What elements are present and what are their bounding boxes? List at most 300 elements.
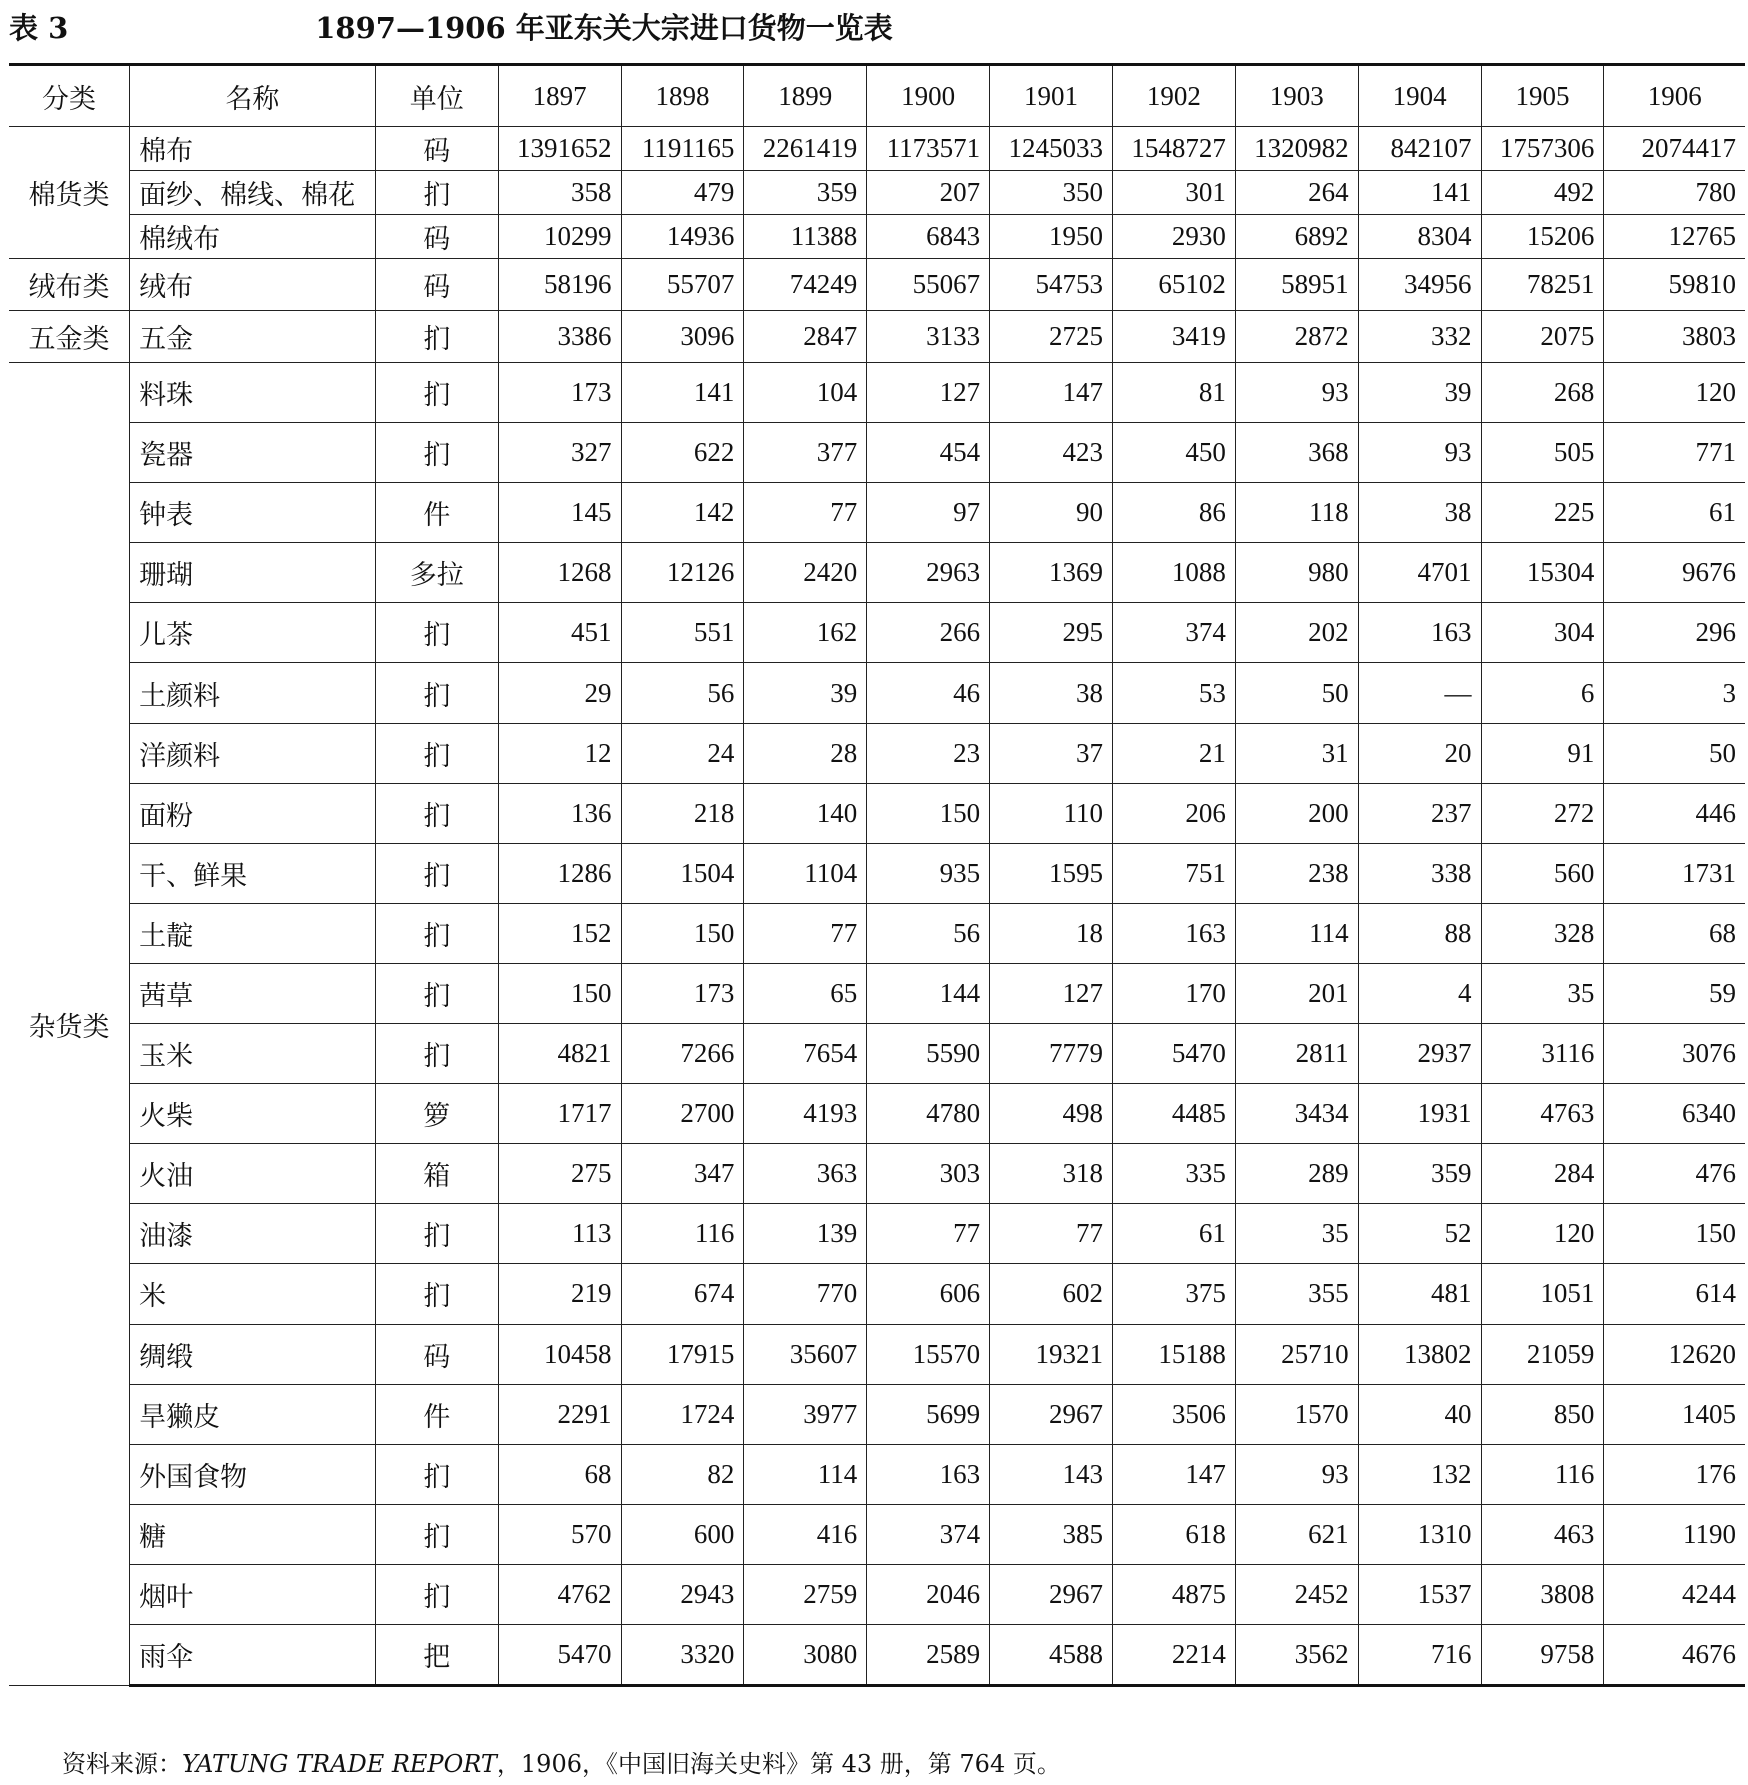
value-cell: 141 [1358, 171, 1481, 215]
value-cell: 716 [1358, 1624, 1481, 1685]
unit-cell: 扪 [375, 663, 498, 723]
value-cell: 3320 [621, 1624, 744, 1685]
value-cell: 10299 [498, 215, 621, 259]
value-cell: 332 [1358, 311, 1481, 363]
value-cell: 152 [498, 903, 621, 963]
value-cell: 139 [744, 1204, 867, 1264]
value-cell: 150 [498, 963, 621, 1023]
value-cell: 4 [1358, 963, 1481, 1023]
value-cell: 304 [1481, 603, 1604, 663]
value-cell: 3 [1604, 663, 1745, 723]
column-header: 1897 [498, 65, 621, 127]
table-row [9, 215, 1745, 259]
table-row [9, 1504, 1745, 1564]
value-cell: 780 [1604, 171, 1745, 215]
value-cell: 163 [1358, 603, 1481, 663]
table-row [9, 843, 1745, 903]
value-cell: 114 [744, 1444, 867, 1504]
value-cell: 6843 [867, 215, 990, 259]
value-cell: 327 [498, 423, 621, 483]
value-cell: 65102 [1112, 259, 1235, 311]
value-cell: 1190 [1604, 1504, 1745, 1564]
value-cell: 6340 [1604, 1084, 1745, 1144]
value-cell: 2046 [867, 1564, 990, 1624]
value-cell: 3506 [1112, 1384, 1235, 1444]
unit-cell: 扪 [375, 843, 498, 903]
value-cell: 17915 [621, 1324, 744, 1384]
value-cell: 3977 [744, 1384, 867, 1444]
value-cell: 3076 [1604, 1024, 1745, 1084]
unit-cell: 箩 [375, 1084, 498, 1144]
value-cell: 771 [1604, 423, 1745, 483]
table-label: 表 3 [9, 11, 69, 45]
value-cell: 1245033 [990, 127, 1113, 171]
value-cell: 1950 [990, 215, 1113, 259]
value-cell: 35 [1235, 1204, 1358, 1264]
value-cell: 363 [744, 1144, 867, 1204]
column-header: 1906 [1604, 65, 1745, 127]
name-cell: 面粉 [130, 783, 376, 843]
value-cell: 446 [1604, 783, 1745, 843]
value-cell: 284 [1481, 1144, 1604, 1204]
value-cell: 498 [990, 1084, 1113, 1144]
value-cell: 93 [1358, 423, 1481, 483]
value-cell: 118 [1235, 483, 1358, 543]
table-row [9, 483, 1745, 543]
unit-cell: 扪 [375, 1564, 498, 1624]
value-cell: 1724 [621, 1384, 744, 1444]
table-title: 1897—1906 年亚东关大宗进口货物一览表 [315, 11, 893, 45]
value-cell: 935 [867, 843, 990, 903]
value-cell: 61 [1112, 1204, 1235, 1264]
value-cell: 289 [1235, 1144, 1358, 1204]
value-cell: 842107 [1358, 127, 1481, 171]
value-cell: 65 [744, 963, 867, 1023]
table-row [9, 963, 1745, 1023]
value-cell: 120 [1481, 1204, 1604, 1264]
value-cell: 359 [744, 171, 867, 215]
value-cell: 374 [1112, 603, 1235, 663]
value-cell: 551 [621, 603, 744, 663]
unit-cell: 扪 [375, 963, 498, 1023]
unit-cell: 码 [375, 1324, 498, 1384]
value-cell: 4701 [1358, 543, 1481, 603]
title-row [9, 6, 1745, 56]
table-row [9, 663, 1745, 723]
source-prefix: 资料来源： [62, 1750, 182, 1778]
value-cell: 173 [498, 363, 621, 423]
value-cell: 18 [990, 903, 1113, 963]
value-cell: 375 [1112, 1264, 1235, 1324]
value-cell: 150 [621, 903, 744, 963]
table-row [9, 783, 1745, 843]
value-cell: 35607 [744, 1324, 867, 1384]
value-cell: 9676 [1604, 543, 1745, 603]
value-cell: 150 [1604, 1204, 1745, 1264]
value-cell: — [1358, 663, 1481, 723]
value-cell: 2963 [867, 543, 990, 603]
value-cell: 328 [1481, 903, 1604, 963]
value-cell: 6892 [1235, 215, 1358, 259]
value-cell: 77 [744, 903, 867, 963]
value-cell: 1310 [1358, 1504, 1481, 1564]
value-cell: 505 [1481, 423, 1604, 483]
value-cell: 113 [498, 1204, 621, 1264]
column-header: 1901 [990, 65, 1113, 127]
column-header: 1903 [1235, 65, 1358, 127]
value-cell: 219 [498, 1264, 621, 1324]
value-cell: 3434 [1235, 1084, 1358, 1144]
value-cell: 5590 [867, 1024, 990, 1084]
table-row [9, 1084, 1745, 1144]
value-cell: 21 [1112, 723, 1235, 783]
value-cell: 264 [1235, 171, 1358, 215]
value-cell: 347 [621, 1144, 744, 1204]
value-cell: 53 [1112, 663, 1235, 723]
value-cell: 2967 [990, 1384, 1113, 1444]
column-header: 1904 [1358, 65, 1481, 127]
column-header: 名称 [130, 65, 376, 127]
value-cell: 770 [744, 1264, 867, 1324]
table-row [9, 1624, 1745, 1685]
value-cell: 272 [1481, 783, 1604, 843]
value-cell: 301 [1112, 171, 1235, 215]
value-cell: 163 [867, 1444, 990, 1504]
name-cell: 糖 [130, 1504, 376, 1564]
unit-cell: 码 [375, 259, 498, 311]
category-cell: 棉货类 [9, 127, 130, 259]
value-cell: 38 [990, 663, 1113, 723]
value-cell: 116 [621, 1204, 744, 1264]
table-row [9, 543, 1745, 603]
value-cell: 31 [1235, 723, 1358, 783]
value-cell: 37 [990, 723, 1113, 783]
value-cell: 4244 [1604, 1564, 1745, 1624]
unit-cell: 码 [375, 127, 498, 171]
value-cell: 238 [1235, 843, 1358, 903]
value-cell: 2214 [1112, 1624, 1235, 1685]
table-row [9, 723, 1745, 783]
name-cell: 油漆 [130, 1204, 376, 1264]
value-cell: 58196 [498, 259, 621, 311]
value-cell: 2937 [1358, 1024, 1481, 1084]
unit-cell: 件 [375, 483, 498, 543]
import-goods-table [9, 63, 1745, 1687]
value-cell: 150 [867, 783, 990, 843]
value-cell: 110 [990, 783, 1113, 843]
value-cell: 12765 [1604, 215, 1745, 259]
value-cell: 78251 [1481, 259, 1604, 311]
value-cell: 377 [744, 423, 867, 483]
value-cell: 1391652 [498, 127, 621, 171]
unit-cell: 件 [375, 1384, 498, 1444]
value-cell: 1173571 [867, 127, 990, 171]
table-row [9, 1564, 1745, 1624]
value-cell: 77 [990, 1204, 1113, 1264]
value-cell: 202 [1235, 603, 1358, 663]
value-cell: 77 [744, 483, 867, 543]
value-cell: 1088 [1112, 543, 1235, 603]
value-cell: 423 [990, 423, 1113, 483]
value-cell: 355 [1235, 1264, 1358, 1324]
value-cell: 225 [1481, 483, 1604, 543]
value-cell: 1369 [990, 543, 1113, 603]
name-cell: 玉米 [130, 1024, 376, 1084]
value-cell: 14936 [621, 215, 744, 259]
value-cell: 12126 [621, 543, 744, 603]
value-cell: 39 [744, 663, 867, 723]
value-cell: 1548727 [1112, 127, 1235, 171]
value-cell: 218 [621, 783, 744, 843]
unit-cell: 扪 [375, 423, 498, 483]
value-cell: 34956 [1358, 259, 1481, 311]
category-cell: 杂货类 [9, 363, 130, 1686]
value-cell: 176 [1604, 1444, 1745, 1504]
value-cell: 3808 [1481, 1564, 1604, 1624]
value-cell: 68 [1604, 903, 1745, 963]
value-cell: 1051 [1481, 1264, 1604, 1324]
header-row [9, 65, 1745, 127]
unit-cell: 扪 [375, 1024, 498, 1084]
value-cell: 2075 [1481, 311, 1604, 363]
value-cell: 162 [744, 603, 867, 663]
name-cell: 茜草 [130, 963, 376, 1023]
value-cell: 82 [621, 1444, 744, 1504]
table-row [9, 1324, 1745, 1384]
value-cell: 2725 [990, 311, 1113, 363]
value-cell: 56 [867, 903, 990, 963]
value-cell: 2589 [867, 1624, 990, 1685]
value-cell: 338 [1358, 843, 1481, 903]
value-cell: 1268 [498, 543, 621, 603]
value-cell: 15188 [1112, 1324, 1235, 1384]
value-cell: 2872 [1235, 311, 1358, 363]
value-cell: 127 [990, 963, 1113, 1023]
value-cell: 7779 [990, 1024, 1113, 1084]
column-header: 1902 [1112, 65, 1235, 127]
value-cell: 13802 [1358, 1324, 1481, 1384]
value-cell: 20 [1358, 723, 1481, 783]
value-cell: 91 [1481, 723, 1604, 783]
unit-cell: 扪 [375, 1504, 498, 1564]
name-cell: 棉绒布 [130, 215, 376, 259]
value-cell: 147 [990, 363, 1113, 423]
value-cell: 68 [498, 1444, 621, 1504]
value-cell: 621 [1235, 1504, 1358, 1564]
value-cell: 19321 [990, 1324, 1113, 1384]
column-header: 分类 [9, 65, 130, 127]
table-row [9, 603, 1745, 663]
value-cell: 622 [621, 423, 744, 483]
value-cell: 4762 [498, 1564, 621, 1624]
value-cell: 275 [498, 1144, 621, 1204]
value-cell: 3419 [1112, 311, 1235, 363]
value-cell: 295 [990, 603, 1113, 663]
unit-cell: 扪 [375, 1444, 498, 1504]
value-cell: 570 [498, 1504, 621, 1564]
value-cell: 54753 [990, 259, 1113, 311]
source-note [62, 1744, 1061, 1779]
column-header: 1900 [867, 65, 990, 127]
value-cell: 28 [744, 723, 867, 783]
value-cell: 10458 [498, 1324, 621, 1384]
value-cell: 1595 [990, 843, 1113, 903]
value-cell: 7654 [744, 1024, 867, 1084]
value-cell: 476 [1604, 1144, 1745, 1204]
name-cell: 土靛 [130, 903, 376, 963]
value-cell: 674 [621, 1264, 744, 1324]
table-row [9, 1264, 1745, 1324]
table-row [9, 423, 1745, 483]
table-row [9, 1384, 1745, 1444]
value-cell: 3133 [867, 311, 990, 363]
value-cell: 93 [1235, 1444, 1358, 1504]
value-cell: 614 [1604, 1264, 1745, 1324]
value-cell: 61 [1604, 483, 1745, 543]
value-cell: 560 [1481, 843, 1604, 903]
unit-cell: 扪 [375, 603, 498, 663]
value-cell: 4485 [1112, 1084, 1235, 1144]
source-suffix: ，1906，《中国旧海关史料》第 43 册，第 764 页。 [496, 1750, 1061, 1778]
table-row [9, 1024, 1745, 1084]
value-cell: 606 [867, 1264, 990, 1324]
name-cell: 五金 [130, 311, 376, 363]
unit-cell: 箱 [375, 1144, 498, 1204]
name-cell: 钟表 [130, 483, 376, 543]
name-cell: 料珠 [130, 363, 376, 423]
value-cell: 2261419 [744, 127, 867, 171]
value-cell: 5699 [867, 1384, 990, 1444]
value-cell: 4193 [744, 1084, 867, 1144]
name-cell: 火油 [130, 1144, 376, 1204]
unit-cell: 扪 [375, 723, 498, 783]
unit-cell: 扪 [375, 363, 498, 423]
value-cell: 296 [1604, 603, 1745, 663]
value-cell: 88 [1358, 903, 1481, 963]
unit-cell: 把 [375, 1624, 498, 1685]
value-cell: 23 [867, 723, 990, 783]
column-header: 单位 [375, 65, 498, 127]
value-cell: 600 [621, 1504, 744, 1564]
value-cell: 114 [1235, 903, 1358, 963]
table-row [9, 311, 1745, 363]
value-cell: 3096 [621, 311, 744, 363]
value-cell: 4780 [867, 1084, 990, 1144]
value-cell: 1286 [498, 843, 621, 903]
value-cell: 15304 [1481, 543, 1604, 603]
value-cell: 1104 [744, 843, 867, 903]
value-cell: 163 [1112, 903, 1235, 963]
value-cell: 450 [1112, 423, 1235, 483]
value-cell: 58951 [1235, 259, 1358, 311]
value-cell: 358 [498, 171, 621, 215]
value-cell: 618 [1112, 1504, 1235, 1564]
value-cell: 1537 [1358, 1564, 1481, 1624]
table-row [9, 1444, 1745, 1504]
unit-cell: 扪 [375, 311, 498, 363]
value-cell: 454 [867, 423, 990, 483]
source-report: YATUNG TRADE REPORT [182, 1750, 497, 1778]
value-cell: 6 [1481, 663, 1604, 723]
value-cell: 451 [498, 603, 621, 663]
name-cell: 珊瑚 [130, 543, 376, 603]
table-row [9, 171, 1745, 215]
value-cell: 1731 [1604, 843, 1745, 903]
table-row [9, 363, 1745, 423]
table-row [9, 259, 1745, 311]
unit-cell: 扪 [375, 1264, 498, 1324]
value-cell: 143 [990, 1444, 1113, 1504]
name-cell: 外国食物 [130, 1444, 376, 1504]
value-cell: 416 [744, 1504, 867, 1564]
value-cell: 90 [990, 483, 1113, 543]
value-cell: 77 [867, 1204, 990, 1264]
value-cell: 2759 [744, 1564, 867, 1624]
value-cell: 39 [1358, 363, 1481, 423]
value-cell: 12 [498, 723, 621, 783]
value-cell: 46 [867, 663, 990, 723]
value-cell: 303 [867, 1144, 990, 1204]
value-cell: 120 [1604, 363, 1745, 423]
name-cell: 儿茶 [130, 603, 376, 663]
value-cell: 1931 [1358, 1084, 1481, 1144]
value-cell: 3080 [744, 1624, 867, 1685]
table-body [9, 127, 1745, 1686]
value-cell: 359 [1358, 1144, 1481, 1204]
value-cell: 237 [1358, 783, 1481, 843]
name-cell: 洋颜料 [130, 723, 376, 783]
value-cell: 8304 [1358, 215, 1481, 259]
value-cell: 318 [990, 1144, 1113, 1204]
value-cell: 481 [1358, 1264, 1481, 1324]
table-row [9, 1144, 1745, 1204]
value-cell: 12620 [1604, 1324, 1745, 1384]
value-cell: 980 [1235, 543, 1358, 603]
value-cell: 850 [1481, 1384, 1604, 1444]
value-cell: 3386 [498, 311, 621, 363]
category-cell: 五金类 [9, 311, 130, 363]
name-cell: 干、鲜果 [130, 843, 376, 903]
name-cell: 米 [130, 1264, 376, 1324]
value-cell: 3803 [1604, 311, 1745, 363]
category-cell: 绒布类 [9, 259, 130, 311]
name-cell: 火柴 [130, 1084, 376, 1144]
value-cell: 59810 [1604, 259, 1745, 311]
value-cell: 463 [1481, 1504, 1604, 1564]
value-cell: 374 [867, 1504, 990, 1564]
value-cell: 3562 [1235, 1624, 1358, 1685]
name-cell: 烟叶 [130, 1564, 376, 1624]
value-cell: 2930 [1112, 215, 1235, 259]
value-cell: 86 [1112, 483, 1235, 543]
value-cell: 350 [990, 171, 1113, 215]
value-cell: 1570 [1235, 1384, 1358, 1444]
value-cell: 97 [867, 483, 990, 543]
value-cell: 7266 [621, 1024, 744, 1084]
value-cell: 52 [1358, 1204, 1481, 1264]
value-cell: 132 [1358, 1444, 1481, 1504]
column-header: 1899 [744, 65, 867, 127]
value-cell: 200 [1235, 783, 1358, 843]
value-cell: 147 [1112, 1444, 1235, 1504]
value-cell: 136 [498, 783, 621, 843]
value-cell: 335 [1112, 1144, 1235, 1204]
value-cell: 38 [1358, 483, 1481, 543]
value-cell: 751 [1112, 843, 1235, 903]
value-cell: 15570 [867, 1324, 990, 1384]
value-cell: 4821 [498, 1024, 621, 1084]
value-cell: 2847 [744, 311, 867, 363]
